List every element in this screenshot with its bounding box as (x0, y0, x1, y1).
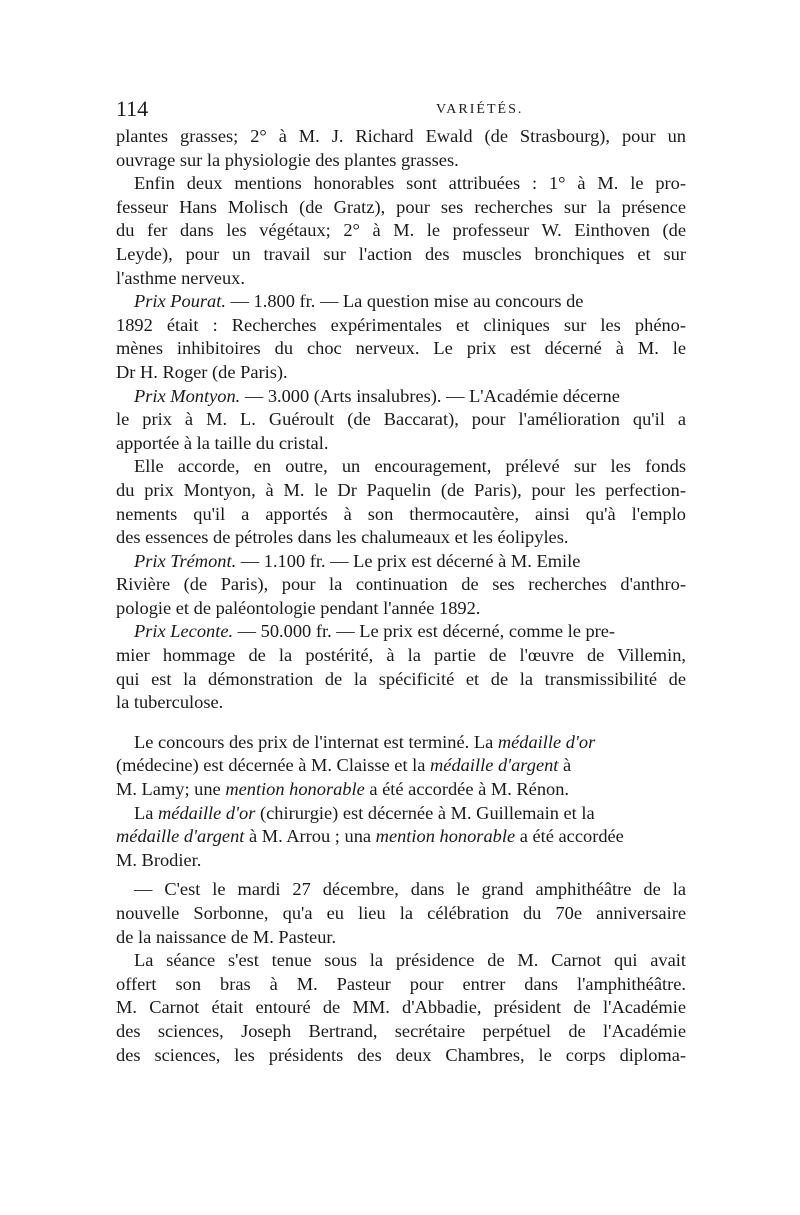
text-line: apportée à la taille du cristal. (116, 432, 329, 453)
prize-name: Prix Leconte. (134, 621, 234, 642)
text-line: du prix Montyon, à M. le Dr Paquelin (de Paris), pour les perfection- (116, 479, 686, 500)
italic-run: médaille d'argent (430, 755, 559, 776)
text-line: Leyde), pour un travail sur l'action des muscles bronchiques et sur (116, 243, 686, 264)
prize-name: Prix Pourat. (134, 291, 226, 312)
text-line (116, 385, 686, 409)
italic-run: médaille d'argent (116, 826, 245, 847)
text-line (116, 802, 686, 826)
text-run: a été accordée à M. Rénon. (364, 779, 570, 800)
text-run: — 3.000 (Arts insalubres). — L'Académie décerne (240, 385, 620, 406)
text-line: la tuberculose. (116, 692, 224, 713)
text-run: La (134, 802, 158, 823)
text-line: — C'est le mardi 27 décembre, dans le grand amphithéâtre de la (134, 879, 686, 900)
text-line (116, 754, 686, 778)
text-line: Rivière (de Paris), pour la continuation de ses recherches d'anthro- (116, 574, 686, 595)
text-line: offert son bras à M. Pasteur pour entrer dans l'amphithéâtre. (116, 973, 686, 994)
text-line: M. Carnot était entouré de MM. d'Abbadie, président de l'Académie (116, 997, 686, 1018)
prize-name: Prix Trémont. (134, 550, 237, 571)
text-line: La séance s'est tenue sous la présidence de M. Carnot qui avait (134, 950, 686, 971)
text-run: à M. Arrou ; una (244, 826, 376, 847)
text-line: Enfin deux mentions honorables sont attribuées : 1° à M. le pro- (134, 173, 686, 194)
text-line (116, 550, 686, 574)
page-header (116, 94, 686, 124)
body-text (116, 125, 686, 1067)
prize-name: Prix Montyon. (134, 385, 241, 406)
text-line: ouvrage sur la physiologie des plantes grasses. (116, 149, 459, 170)
text-line: des sciences, les présidents des deux Chambres, le corps diploma- (116, 1044, 686, 1065)
text-run: Le concours des prix de l'internat est terminé. La (134, 731, 498, 752)
text-run: (médecine) est décernée à M. Claisse et la (116, 755, 431, 776)
text-line: mier hommage de la postérité, à la partie de l'œuvre de Villemin, (116, 645, 686, 666)
text-line: du fer dans les végétaux; 2° à M. le professeur W. Einthoven (de (116, 220, 686, 241)
text-line (116, 778, 686, 802)
text-run: (chirurgie) est décernée à M. Guillemain et la (255, 802, 595, 823)
text-run: a été accordée (515, 826, 624, 847)
italic-run: mention honorable (225, 779, 365, 800)
text-run: M. Lamy; une (116, 779, 226, 800)
text-run: — 1.800 fr. — La question mise au concours de (225, 291, 584, 312)
running-head: VARIÉTÉS. (436, 102, 524, 117)
text-run: — 50.000 fr. — Le prix est décerné, comme le pre- (233, 621, 616, 642)
text-line: fesseur Hans Molisch (de Gratz), pour ses recherches sur la présence (116, 196, 686, 217)
text-run: — 1.100 fr. — Le prix est décerné à M. Emile (236, 550, 581, 571)
text-line: M. Brodier. (116, 849, 202, 870)
text-run: à (558, 755, 572, 776)
text-line: qui est la démonstration de la spécificité et de la transmissibilité de (116, 668, 686, 689)
paragraph-gap (116, 715, 686, 731)
text-line: Dr H. Roger (de Paris). (116, 361, 288, 382)
text-line: des sciences, Joseph Bertrand, secrétaire perpétuel de l'Académie (116, 1020, 686, 1041)
italic-run: mention honorable (375, 826, 516, 847)
text-line: de la naissance de M. Pasteur. (116, 926, 337, 947)
text-line: mènes inhibitoires du choc nerveux. Le prix est décerné à M. le (116, 338, 686, 359)
text-line: l'asthme nerveux. (116, 267, 245, 288)
text-line (116, 731, 686, 755)
italic-run: médaille d'or (497, 731, 596, 752)
text-line (116, 825, 686, 849)
text-line (116, 290, 686, 314)
text-line: Elle accorde, en outre, un encouragement, prélevé sur les fonds (134, 456, 686, 477)
text-line: plantes grasses; 2° à M. J. Richard Ewald (de Strasbourg), pour un (116, 126, 686, 146)
text-line (116, 620, 686, 644)
text-line: le prix à M. L. Guéroult (de Baccarat), pour l'amélioration qu'il a (116, 409, 686, 430)
text-line: pologie et de paléontologie pendant l'année 1892. (116, 597, 481, 618)
text-line: des essences de pétroles dans les chalumeaux et les éolipyles. (116, 527, 569, 548)
text-line: nements qu'il a apportés à son thermocautère, ainsi qu'à l'emplo (116, 503, 686, 524)
text-line: nouvelle Sorbonne, qu'a eu lieu la célébration du 70e anniversaire (116, 903, 686, 923)
italic-run: médaille d'or (158, 802, 256, 823)
page-number: 114 (116, 96, 149, 121)
text-line: 1892 était : Recherches expérimentales et cliniques sur les phéno- (116, 314, 686, 335)
